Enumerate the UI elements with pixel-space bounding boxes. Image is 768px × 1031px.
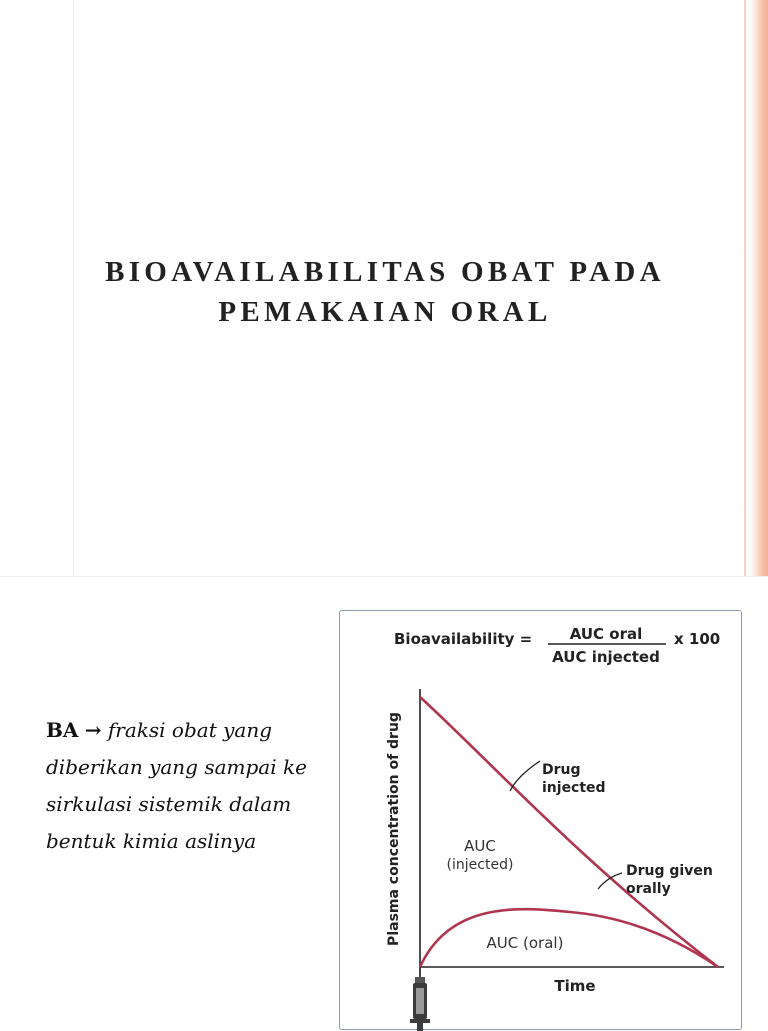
slide-title	[40, 252, 730, 332]
auc-diagram	[340, 611, 743, 1031]
formula-multiplier: x 100	[674, 630, 721, 648]
auc-injected-label-2: (injected)	[446, 857, 514, 873]
x-axis-label: Time	[554, 977, 596, 995]
y-axis-label: Plasma concentration of drug	[386, 712, 402, 946]
auc-injected-label-1: AUC	[464, 837, 496, 855]
formula-numerator: AUC oral	[569, 625, 643, 643]
bioavailability-figure	[339, 610, 742, 1030]
injected-curve	[420, 697, 718, 967]
auc-oral-label: AUC (oral)	[486, 934, 564, 952]
drug-oral-label-1: Drug given	[626, 863, 713, 879]
formula-denominator: AUC injected	[552, 648, 660, 666]
formula-lhs: Bioavailability =	[394, 630, 533, 648]
drug-injected-label-1: Drug	[542, 762, 581, 778]
definition-body: fraksi obat yang diberikan yang sampai ke sirkulasi sistemik dalam bentuk kimia aslinya	[46, 718, 307, 853]
title-line-1: BIOAVAILABILITAS OBAT PADA	[105, 256, 665, 288]
right-accent-line	[744, 0, 746, 576]
drug-injected-label-2: injected	[542, 780, 606, 796]
definition-text	[46, 712, 326, 860]
arrow-icon: →	[84, 718, 102, 742]
syringe-icon	[410, 967, 430, 1031]
right-accent-band	[750, 0, 768, 576]
slide-separator	[0, 576, 768, 577]
definition-term: BA	[46, 718, 79, 742]
drug-oral-label-2: orally	[626, 881, 671, 897]
title-line-2: PEMAKAIAN ORAL	[218, 296, 552, 328]
oral-curve	[420, 909, 718, 967]
